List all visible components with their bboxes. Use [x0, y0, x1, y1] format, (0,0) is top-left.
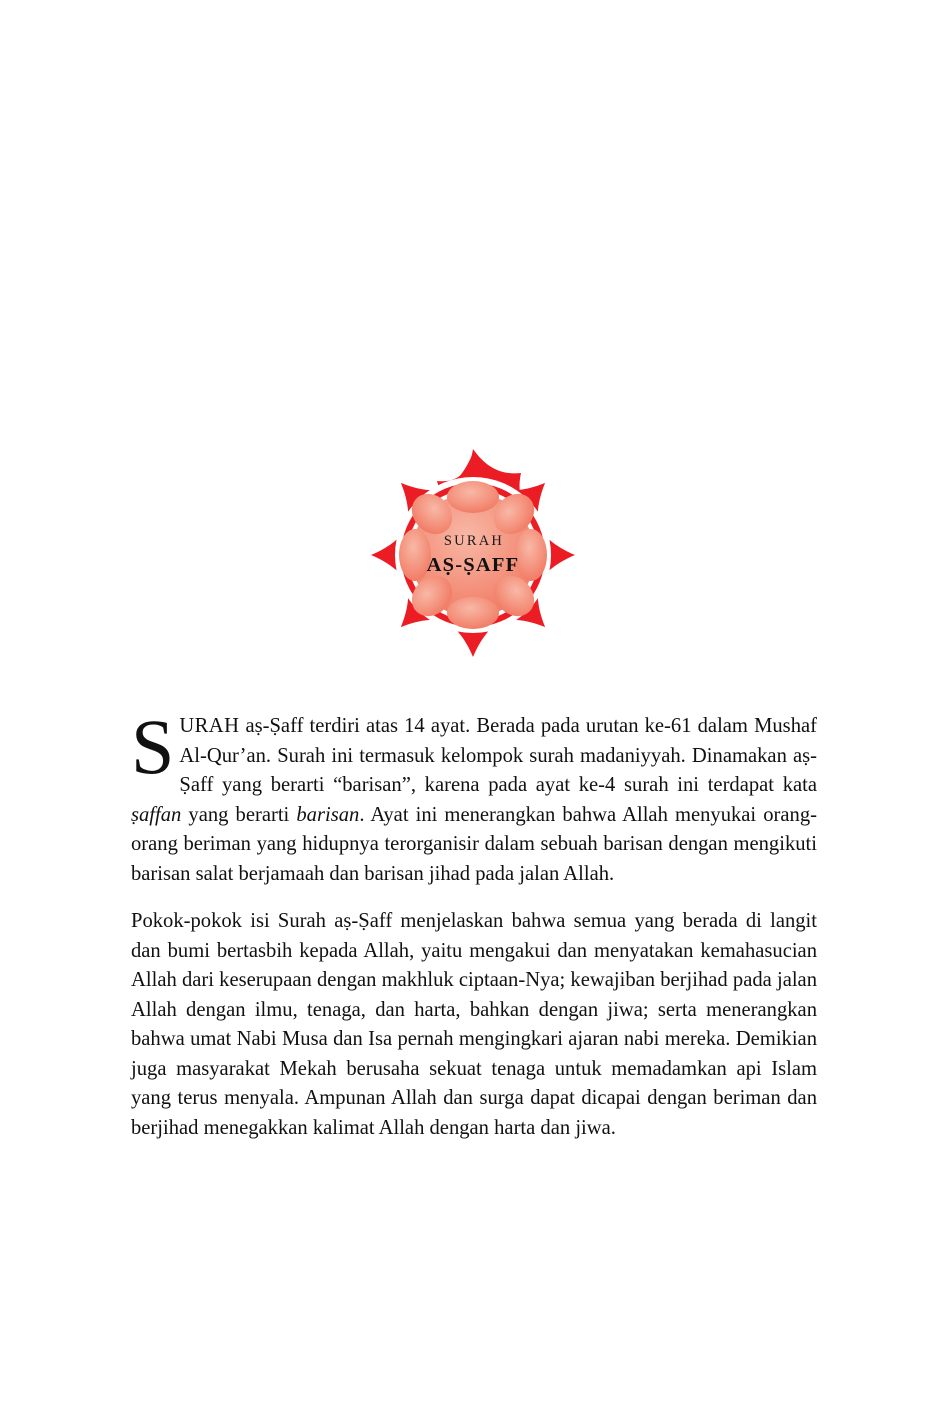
summary-paragraph: Pokok-pokok isi Surah aṣ-Ṣaff menjelaskan bahwa semua yang berada di langit dan bumi bertasbih kepada Allah, yaitu mengakui dan menyatakan kemahasucian Allah dari keserupaan dengan makhluk ciptaan-Nya; kewajiban berjihad pada jalan Allah dengan ilmu, tenaga, dan harta, bahkan dengan jiwa; serta menerangkan bahwa umat Nabi Musa dan Isa pernah mengingkari ajaran nabi mereka. Demikian juga masyarakat Mekah berusaha sekuat tenaga untuk memadamkan api Islam yang terus menyala. Ampunan Allah dan surga dapat dicapai dengan beriman dan berjihad menegakkan kalimat Allah dengan harta dan jiwa.: [131, 910, 817, 1139]
intro-paragraph: [131, 703, 817, 889]
intro-italic-saffan: ṣaffan: [131, 803, 182, 826]
intro-text-b: yang berarti: [181, 803, 297, 826]
medallion-label-surah: SURAH: [443, 532, 505, 549]
medallion-label-name: AṢ-ṢAFF: [426, 553, 520, 576]
intro-italic-barisan: barisan: [296, 803, 360, 826]
body-text-column: [131, 703, 817, 1143]
intro-text-c: . Ayat ini menerangkan bahwa Allah menyukai orang-orang beriman yang hidupnya terorganisir dalam sebuah barisan dengan mengikuti barisan salat berjamaah dan barisan jihad pada jalan Allah.: [131, 803, 817, 885]
drop-cap: S: [131, 703, 175, 790]
intro-text-a: aṣ-Ṣaff terdiri atas 14 ayat. Berada pada urutan ke-61 dalam Mushaf Al-Qur’an. Surah ini termasuk kelompok surah madaniyyah. Dinamakan aṣ-Ṣaff yang berarti “barisan”, karena pada ayat ke-4 surah ini terdapat kata: [179, 715, 817, 796]
surah-header-ornament: [0, 440, 946, 670]
medallion: [359, 449, 587, 661]
intro-lead-word: URAH: [179, 715, 240, 737]
medallion-shape-icon: [359, 449, 587, 661]
